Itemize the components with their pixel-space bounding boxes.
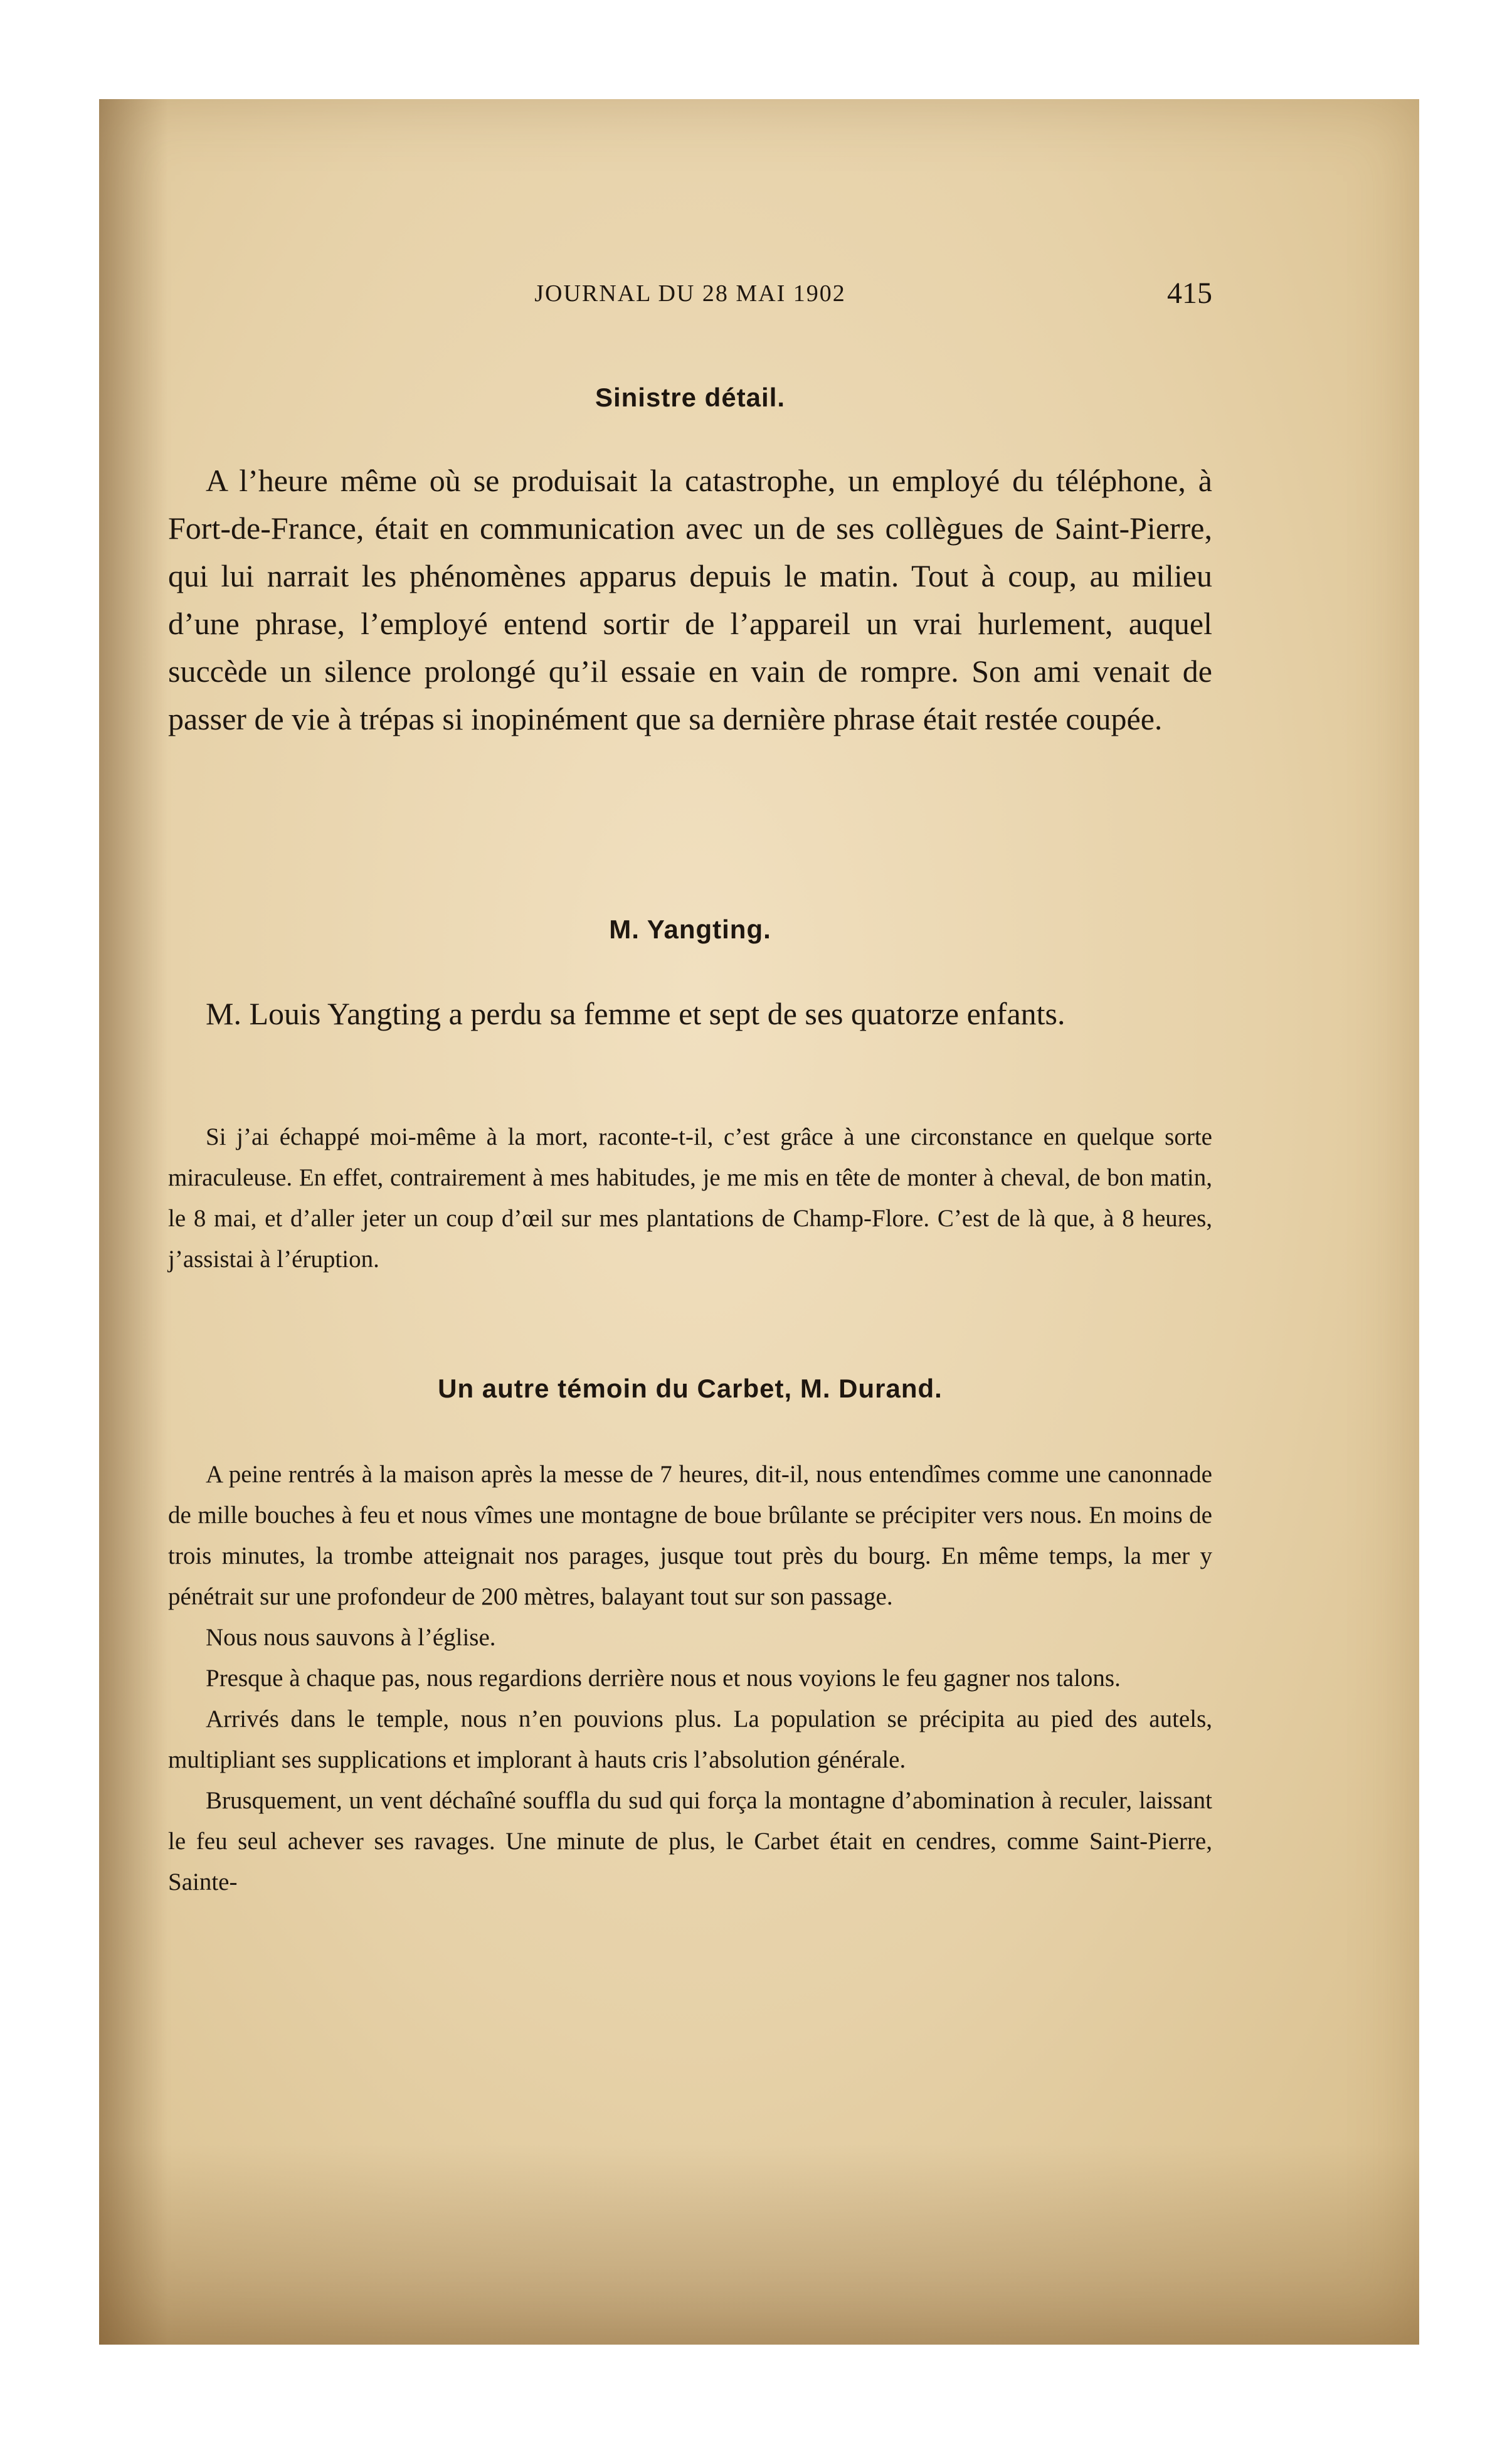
quote-yangting — [168, 1116, 1212, 1280]
book-page — [99, 99, 1419, 2345]
section-heading-yangting: M. Yangting. — [609, 915, 771, 944]
section-body-sinistre — [168, 457, 1212, 743]
quote-paragraph: Brusquement, un vent déchaîné souffla du sud qui força la montagne d’abomination à reculer, laissant le feu seul achever ses ravages. Une minute de plus, le Carbet était en cendres, comme Saint-Pierre, Sainte- — [168, 1787, 1212, 1896]
quote-paragraph: A peine rentrés à la maison après la messe de 7 heures, dit-il, nous entendîmes comme une canonnade de mille bouches à feu et nous vîmes une montagne de boue brûlante se précipiter vers nous. En moins de trois minutes, la trombe atteignait nos parages, jusque tout près du bourg. En même temps, la mer y pénétrait sur une profondeur de 200 mètres, balayant tout sur son passage. — [168, 1461, 1212, 1610]
page-number: 415 — [1167, 277, 1212, 310]
quote-durand — [168, 1454, 1212, 1902]
paragraph: M. Louis Yangting a perdu sa femme et sept de ses quatorze enfants. — [206, 996, 1065, 1031]
section-heading-durand: Un autre témoin du Carbet, M. Durand. — [438, 1374, 943, 1403]
quote-paragraph: Presque à chaque pas, nous regardions derrière nous et nous voyions le feu gagner nos talons. — [206, 1665, 1121, 1692]
section-body-yangting — [168, 990, 1212, 1037]
quote-paragraph: Si j’ai échappé moi-même à la mort, raconte-t-il, c’est grâce à une circonstance en quelque sorte miraculeuse. En effet, contrairement à mes habitudes, je me mis en tête de monter à cheval, de bon matin, le 8 mai, et d’aller jeter un coup d’œil sur mes plantations de Champ-Flore. C’est de là que, à 8 heures, j’assistai à l’éruption. — [168, 1123, 1212, 1273]
quote-paragraph: Arrivés dans le temple, nous n’en pouvions plus. La population se précipita au pied des autels, multipliant ses supplications et implorant à hauts cris l’absolution générale. — [168, 1705, 1212, 1773]
quote-paragraph: Nous nous sauvons à l’église. — [206, 1624, 496, 1651]
running-head — [168, 277, 1212, 317]
section-heading-sinistre: Sinistre détail. — [595, 383, 786, 412]
paragraph: A l’heure même où se produisait la catastrophe, un employé du téléphone, à Fort-de-France, était en communication avec un de ses collègues de Saint-Pierre, qui lui narrait les phénomènes apparus depuis le matin. Tout à coup, au milieu d’une phrase, l’employé entend sortir de l’appareil un vrai hurlement, auquel succède un silence prolongé qu’il essaie en vain de rompre. Son ami venait de passer de vie à trépas si inopinément que sa dernière phrase était restée coupée. — [168, 463, 1212, 736]
running-title: JOURNAL DU 28 MAI 1902 — [534, 280, 846, 307]
